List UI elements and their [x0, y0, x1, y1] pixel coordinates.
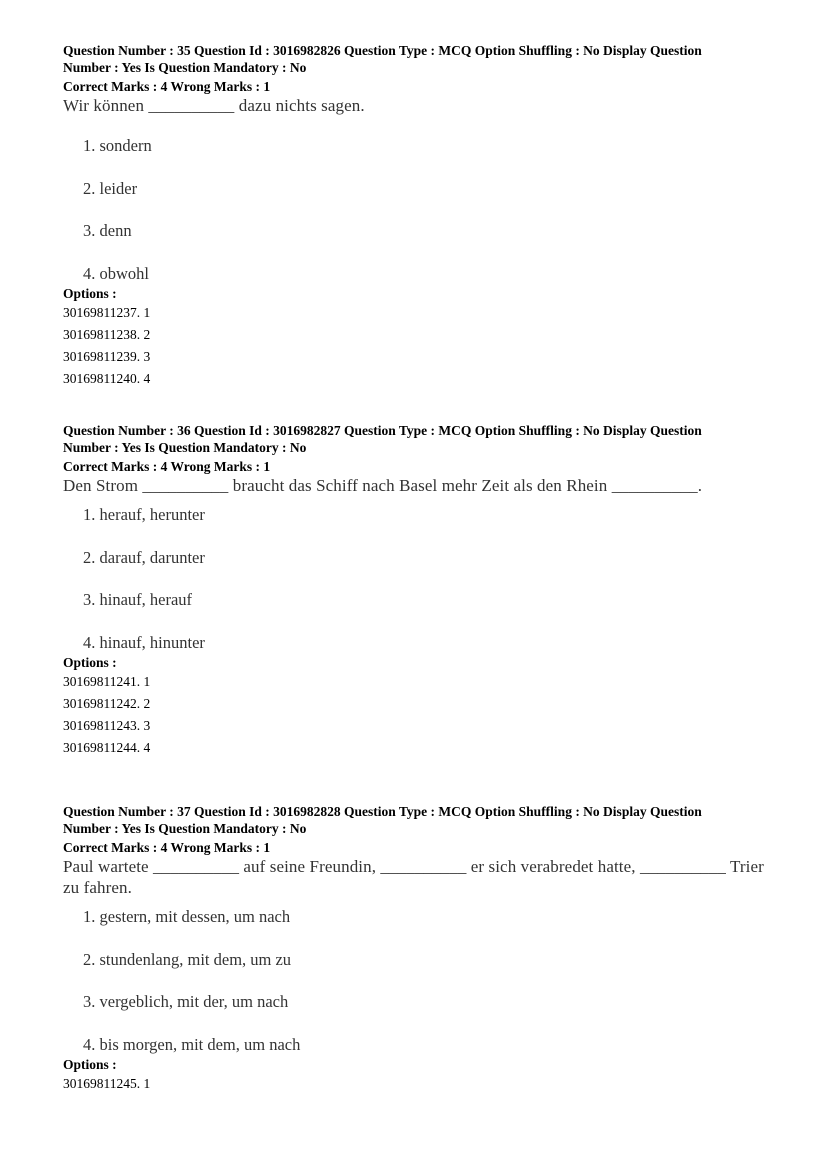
question-block-36: [63, 422, 773, 759]
question-meta-line1: Question Number : 36 Question Id : 3016982827 Question Type : MCQ Option Shuffling : No Display Question: [63, 423, 702, 438]
answer-choices: [63, 906, 773, 1056]
question-block-35: [63, 42, 773, 390]
option-item: 30169811237. 1: [63, 304, 151, 320]
answer-choice: 4. hinauf, hinunter: [83, 632, 205, 652]
question-meta-line2: Number : Yes Is Question Mandatory : No: [63, 440, 307, 455]
question-meta-line2: Number : Yes Is Question Mandatory : No: [63, 821, 307, 836]
question-marks: Correct Marks : 4 Wrong Marks : 1: [63, 459, 271, 474]
answer-choice: 4. bis morgen, mit dem, um nach: [83, 1034, 301, 1054]
option-item: 30169811245. 1: [63, 1075, 151, 1091]
options-list: [63, 302, 773, 390]
option-item: 30169811240. 4: [63, 370, 151, 386]
options-label: Options :: [63, 285, 117, 301]
question-stem: Paul wartete __________ auf seine Freundin, __________ er sich verabredet hatte, __________ Trier zu fahren.: [63, 857, 764, 897]
answer-choice: 2. darauf, darunter: [83, 547, 205, 567]
answer-choice: 1. gestern, mit dessen, um nach: [83, 907, 291, 926]
options-label: Options :: [63, 654, 117, 670]
question-meta-line1: Question Number : 35 Question Id : 3016982826 Question Type : MCQ Option Shuffling : No Display Question: [63, 43, 702, 58]
question-marks: Correct Marks : 4 Wrong Marks : 1: [63, 840, 271, 855]
answer-choice: 3. hinauf, herauf: [83, 590, 193, 609]
option-item: 30169811243. 3: [63, 717, 151, 733]
options-label: Options :: [63, 1056, 117, 1072]
question-marks: Correct Marks : 4 Wrong Marks : 1: [63, 79, 271, 94]
question-stem: Den Strom __________ braucht das Schiff nach Basel mehr Zeit als den Rhein __________.: [63, 476, 703, 495]
answer-choice: 1. sondern: [83, 136, 152, 155]
question-meta-line2: Number : Yes Is Question Mandatory : No: [63, 60, 307, 75]
options-list: [63, 671, 773, 759]
option-item: 30169811244. 4: [63, 739, 151, 755]
options-list: [63, 1073, 773, 1095]
option-item: 30169811239. 3: [63, 348, 151, 364]
question-stem: Wir können __________ dazu nichts sagen.: [63, 96, 365, 115]
answer-choice: 3. vergeblich, mit der, um nach: [83, 992, 289, 1011]
answer-choices: [63, 504, 773, 654]
answer-choices: [63, 135, 773, 285]
answer-choice: 1. herauf, herunter: [83, 505, 205, 524]
answer-choice: 3. denn: [83, 221, 132, 240]
option-item: 30169811238. 2: [63, 326, 151, 342]
answer-choice: 2. leider: [83, 178, 138, 198]
answer-choice: 2. stundenlang, mit dem, um zu: [83, 949, 292, 969]
answer-choice: 4. obwohl: [83, 263, 149, 283]
option-item: 30169811242. 2: [63, 695, 151, 711]
question-block-37: [63, 803, 773, 1095]
question-meta-line1: Question Number : 37 Question Id : 3016982828 Question Type : MCQ Option Shuffling : No Display Question: [63, 804, 702, 819]
option-item: 30169811241. 1: [63, 673, 151, 689]
